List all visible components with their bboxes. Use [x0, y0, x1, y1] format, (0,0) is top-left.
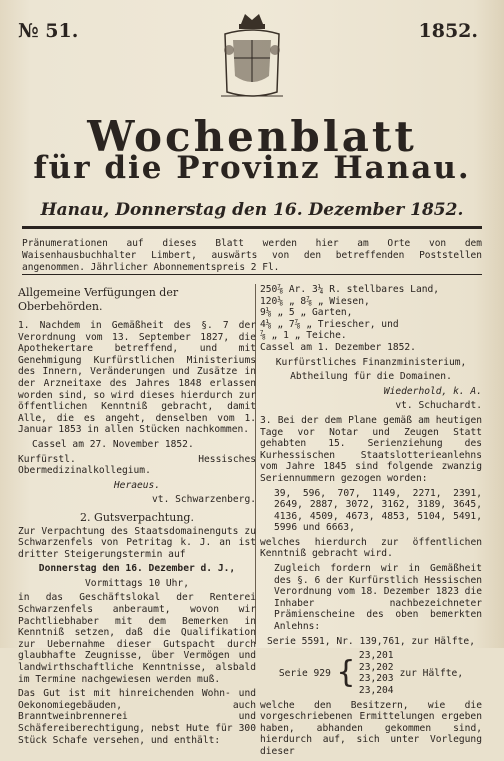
article-date: Donnerstag den 16. Dezember d. J.,	[38, 563, 236, 575]
article-text: welches hierdurch zur öffentlichen Kenntniß gebracht wird.	[260, 536, 482, 560]
article-text: Zugleich fordern wir in Gemäßheit des §. 6 der Kurfürstlich Hessischen Verordnung vom 18. Dezember 1823 die Inhaber nachbezeichneter Prämienscheine des oben bemerkten Anlehns:	[274, 563, 482, 633]
land-row: 250⅞ Ar. 3¼ R. stellbares Land,	[260, 284, 440, 295]
serie-group	[260, 650, 482, 696]
article-text: Das Gut ist mit hinreichenden Wohn- und Oekonomiegebäuden, auch Branntweinbrennerei und Schäfereiberechtigung, nebst Hute für 300 Stück Schafe versehen, und enthält:	[18, 688, 256, 746]
masthead-subtitle: für die Provinz Hanau.	[33, 150, 471, 186]
subscription-notice: Pränumerationen auf dieses Blatt werden hier am Orte von dem Waisenhausbuchhalter Limbert, auswärts von den betreffenden Poststellen angenommen. Jährlicher Abonnementspreis 2 Fl.	[22, 238, 482, 273]
header-rule	[22, 226, 482, 229]
issue-year: 1852.	[418, 20, 478, 42]
land-row: 9⅛ „ 5 „ Garten,	[260, 307, 353, 319]
article-place: Cassel am 1. Dezember 1852.	[260, 341, 416, 353]
article-authority: Kurfürstl. Hessisches Obermedizinalkollegium.	[18, 453, 256, 477]
article-authority: Kurfürstliches Finanzministerium,	[275, 356, 467, 368]
article-number: 2.	[80, 510, 91, 524]
brace: {	[336, 655, 355, 691]
article-text: Zur Verpachtung des Staatsdomainenguts zu Schwarzenfels von Petritag k. J. an ist dritter Steigerungstermin auf	[18, 525, 256, 560]
land-row: ⅞ „ 1 „ Teiche.	[260, 330, 347, 342]
serie-number: 23,202	[358, 661, 394, 673]
serie-line: Serie 5591, Nr. 139,761, zur Hälfte,	[267, 635, 475, 647]
article-authority: Abtheilung für die Domainen.	[290, 371, 452, 383]
notice-rule	[22, 274, 482, 275]
serie-number: 23,201	[358, 650, 394, 662]
signature: vt. Schuchardt.	[395, 400, 482, 412]
land-row: 120⅛ „ 8⅞ „ Wiesen,	[260, 295, 370, 307]
article-number: 1.	[18, 320, 30, 331]
masthead-title: Wochenblatt	[87, 112, 417, 161]
serie-numbers	[359, 650, 394, 696]
signature: Heraeus.	[113, 479, 161, 491]
article-3	[260, 415, 482, 485]
article-number: 3.	[260, 414, 272, 426]
article-text: Bei der dem Plane gemäß am heutigen Tage vor Notar und Zeugen Statt gehabten 15. Serienziehung des Kurhessischen Staatslotterieanlehns vom Jahre 1845 sind folgende zwanzig Seriennummern gezogen worden:	[260, 414, 482, 484]
serie-suffix: zur Hälfte,	[399, 667, 464, 679]
issue-number: № 51.	[18, 20, 79, 42]
right-column	[260, 284, 482, 761]
serial-numbers: 39, 596, 707, 1149, 2271, 2391, 2649, 2887, 3072, 3162, 3189, 3645, 4136, 4509, 4673, 4853, 5104, 5491, 5996 und 6663,	[274, 487, 482, 534]
article-2-title	[18, 512, 256, 524]
coat-of-arms-emblem	[219, 6, 285, 102]
article-title: Gutsverpachtung.	[94, 510, 194, 524]
signature: vt. Schwarzenberg.	[152, 494, 256, 506]
article-text: in das Geschäftslokal der Renterei Schwarzenfels anberaumt, wovon wir Pachtliebhaber mit dem Bemerken in Kenntniß setzen, daß die Qualifikation zur Uebernahme dieser Gutspacht durch glaubhafte Zeugnisse, über Vermögen und landwirthschaftliche Kenntnisse, alsbald im Termine nachgewiesen werden muß.	[18, 592, 256, 685]
section-heading: Allgemeine Verfügungen der Oberbehörden.	[18, 286, 179, 313]
article-time: Vormittags 10 Uhr,	[85, 577, 189, 589]
article-text: Nachdem in Gemäßheit des §. 7 der Verordnung vom 13. September 1827, die Apothekertare betreffend, und mit Genehmigung Kurfürstlichen Ministeriums des Innern, Veränderungen und Zusätze in der Arzneitaxe des Jahres 1848 erlassen worden sind, so wird dieses hierdurch zur öffentlichen Kenntniß gebracht, damit Alle, die es angeht, denselben vom 1. Januar 1853 in allen Stücken nachkommen.	[18, 320, 257, 436]
serie-number: 23,203	[358, 673, 394, 685]
serie-number: 23,204	[358, 685, 394, 696]
article-1	[18, 320, 256, 436]
signature: Wiederhold, k. A.	[383, 385, 482, 397]
article-text: welche den Besitzern, wie die vorgeschriebenen Ermittelungen ergeben haben, abhanden gekommen sind, hierdurch auf, sich unter Vorlegung dieser	[260, 699, 482, 757]
left-column	[18, 284, 256, 749]
serie-label: Serie 929	[278, 667, 331, 679]
land-row: 4⅛ „ 7⅞ „ Triescher, und	[260, 318, 399, 330]
dateline: Hanau, Donnerstag den 16. Dezember 1852.	[40, 200, 464, 220]
article-place: Cassel am 27. November 1852.	[32, 438, 194, 450]
